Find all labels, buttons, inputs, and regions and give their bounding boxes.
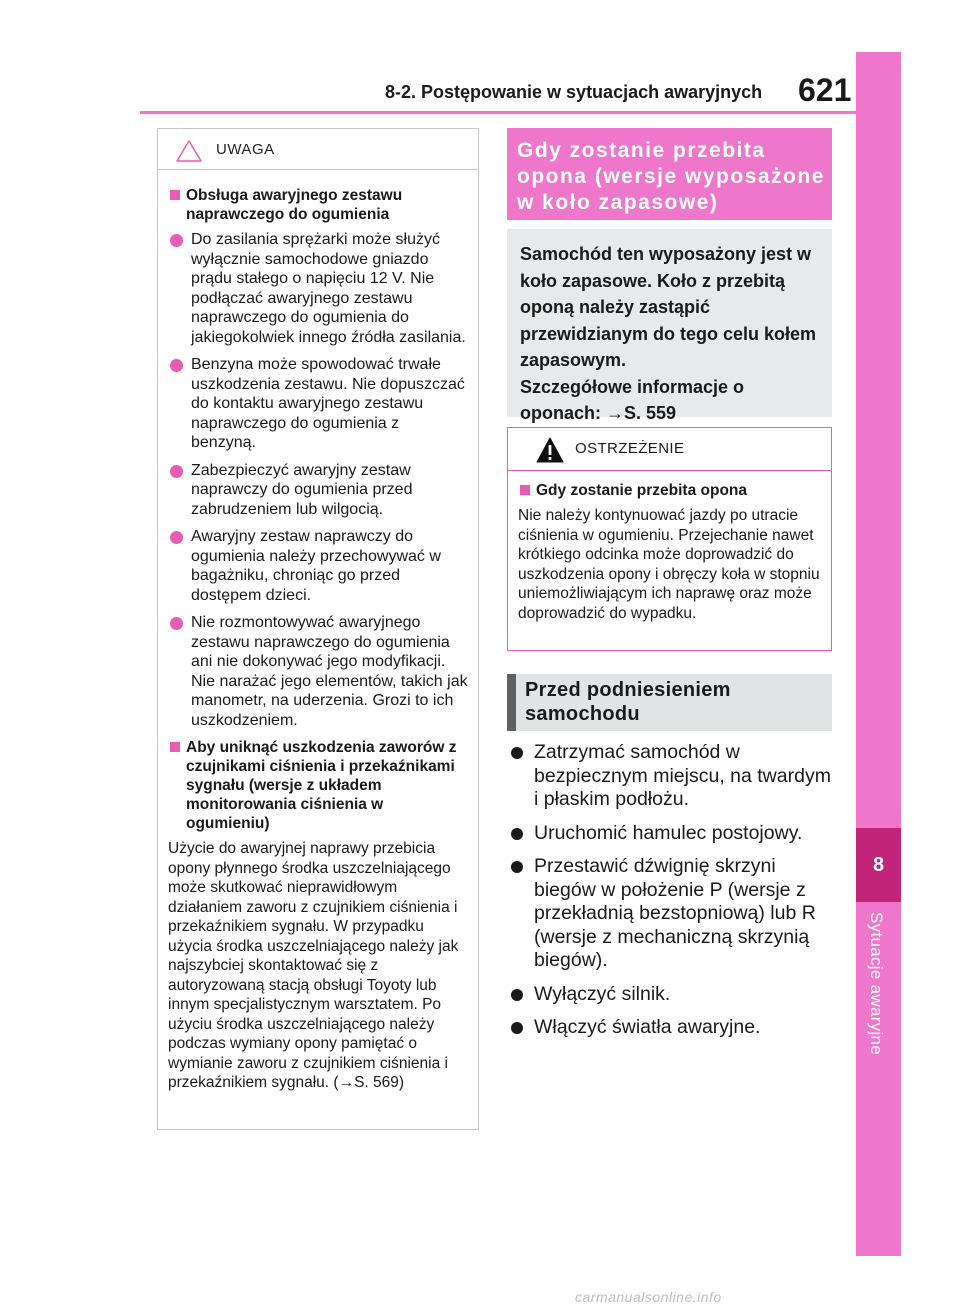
caution-title: UWAGA [216,141,275,158]
chapter-side-tab [856,52,901,1256]
list-item: Wyłączyć silnik. [507,983,832,1007]
watermark: carmanualsonline.info [575,1289,722,1305]
caution-body [158,169,478,1093]
square-bullet-icon [520,485,530,495]
round-bullet-icon [170,531,183,544]
round-bullet-icon [511,861,523,873]
list-item: Zatrzymać samochód w bezpiecznym miejscu, na twardym i płaskim podłożu. [507,741,832,812]
list-item: Włączyć światła awaryjne. [507,1016,832,1040]
page-number: 621 [798,72,852,108]
caution-box [157,128,479,1130]
list-item: Przestawić dźwignię skrzyni biegów w położenie P (wersje z przekładnią bezstopniową) lub R (wersje z mechaniczną skrzynią biegów). [507,855,832,973]
warning-header [508,428,831,470]
warning-paragraph: Nie należy kontynuować jazdy po utracie ciśnienia w ogumieniu. Przejechanie nawet krótkiego odcinka może doprowadzić do uszkodzenia opony i obręczy koła w stopniu uniemożliwiającym ich naprawę oraz może doprowadzić do wypadku. [518,507,820,622]
caution-subheading: Obsługa awaryjnego zestawu naprawczego do ogumienia [168,186,468,224]
caution-paragraph: Użycie do awaryjnej naprawy przebicia opony płynnego środka uszczelniającego może skutkować nieprawidłowym działaniem zaworu z czujnikiem ciśnienia i przekaźnikiem sygnału. W przypadku użycia środka uszczelniającego należy jak najszybciej skontaktować się z autoryzowaną stacją obsługi Toyoty lub innym specjalistycznym warsztatem. Po użyciu środka uszczelniającego należy podczas wymiany opony pamiętać o wymianie zaworu z czujnikiem ciśnienia i przekaźnikiem sygnału. (→S. 569) [168,840,459,1091]
spare-wheel-heading: Gdy zostanie przebita opona (wersje wyposażone w koło zapasowe) [507,128,832,220]
warning-body [508,470,831,623]
jacking-heading: Przed podniesieniem samochodu [507,674,832,731]
round-bullet-icon [170,359,183,372]
chapter-label: Sytuacje awaryjne [867,912,886,1056]
spare-wheel-intro [507,229,832,423]
caution-bullet: Awaryjny zestaw naprawczy do ogumienia należy przechowywać w bagażniku, chroniąc go przed dostępem dzieci. [168,527,468,605]
warning-subheading: Gdy zostanie przebita opona [518,481,821,500]
round-bullet-icon [511,747,523,759]
jacking-steps-list [507,741,832,1050]
square-bullet-icon [170,190,180,200]
caution-bullet: Do zasilania sprężarki może służyć wyłącznie samochodowe gniazdo prądu stałego o napięciu 12 V. Nie podłączać awaryjnego zestawu naprawczego do ogumienia do jakiegokolwiek innego źródła zasilania. [168,230,468,347]
round-bullet-icon [511,989,523,1001]
round-bullet-icon [511,1022,523,1034]
warning-triangle-icon [536,437,564,463]
caution-bullet: Nie rozmontowywać awaryjnego zestawu naprawczego do ogumienia ani nie dokonywać jego modyfikacji. Nie narażać jego elementów, takich jak manometr, na uderzenia. Grozi to ich uszkodzeniem. [168,613,468,730]
chapter-number: 8 [856,828,901,902]
header-divider [140,111,856,114]
caution-header [158,129,478,169]
caution-bullet: Zabezpieczyć awaryjny zestaw naprawczy do ogumienia przed zabrudzeniem lub wilgocią. [168,461,468,520]
round-bullet-icon [511,828,523,840]
caution-triangle-icon [176,140,202,162]
warning-box [507,427,832,651]
spare-wheel-intro-text: Samochód ten wyposażony jest w koło zapasowe. Koło z przebitą oponą należy zastąpić przewidzianym do tego celu kołem zapasowym. [520,244,817,370]
section-title: 8-2. Postępowanie w sytuacjach awaryjnych [385,82,763,102]
list-item: Uruchomić hamulec postojowy. [507,822,832,846]
round-bullet-icon [170,465,183,478]
caution-bullet: Benzyna może spowodować trwałe uszkodzenia zestawu. Nie dopuszczać do kontaktu awaryjnego zestawu naprawczego do ogumienia z benzyną. [168,355,468,453]
caution-subheading: Aby uniknąć uszkodzenia zaworów z czujnikami ciśnienia i przekaźnikami sygnału (wersje z układem monitorowania ciśnienia w ogumieniu) [168,738,468,833]
square-bullet-icon [170,742,180,752]
round-bullet-icon [170,617,183,630]
spare-wheel-reference-link[interactable]: Szczegółowe informacje o oponach: →S. 559 [520,376,745,423]
round-bullet-icon [170,234,183,247]
warning-title: OSTRZEŻENIE [575,440,685,457]
